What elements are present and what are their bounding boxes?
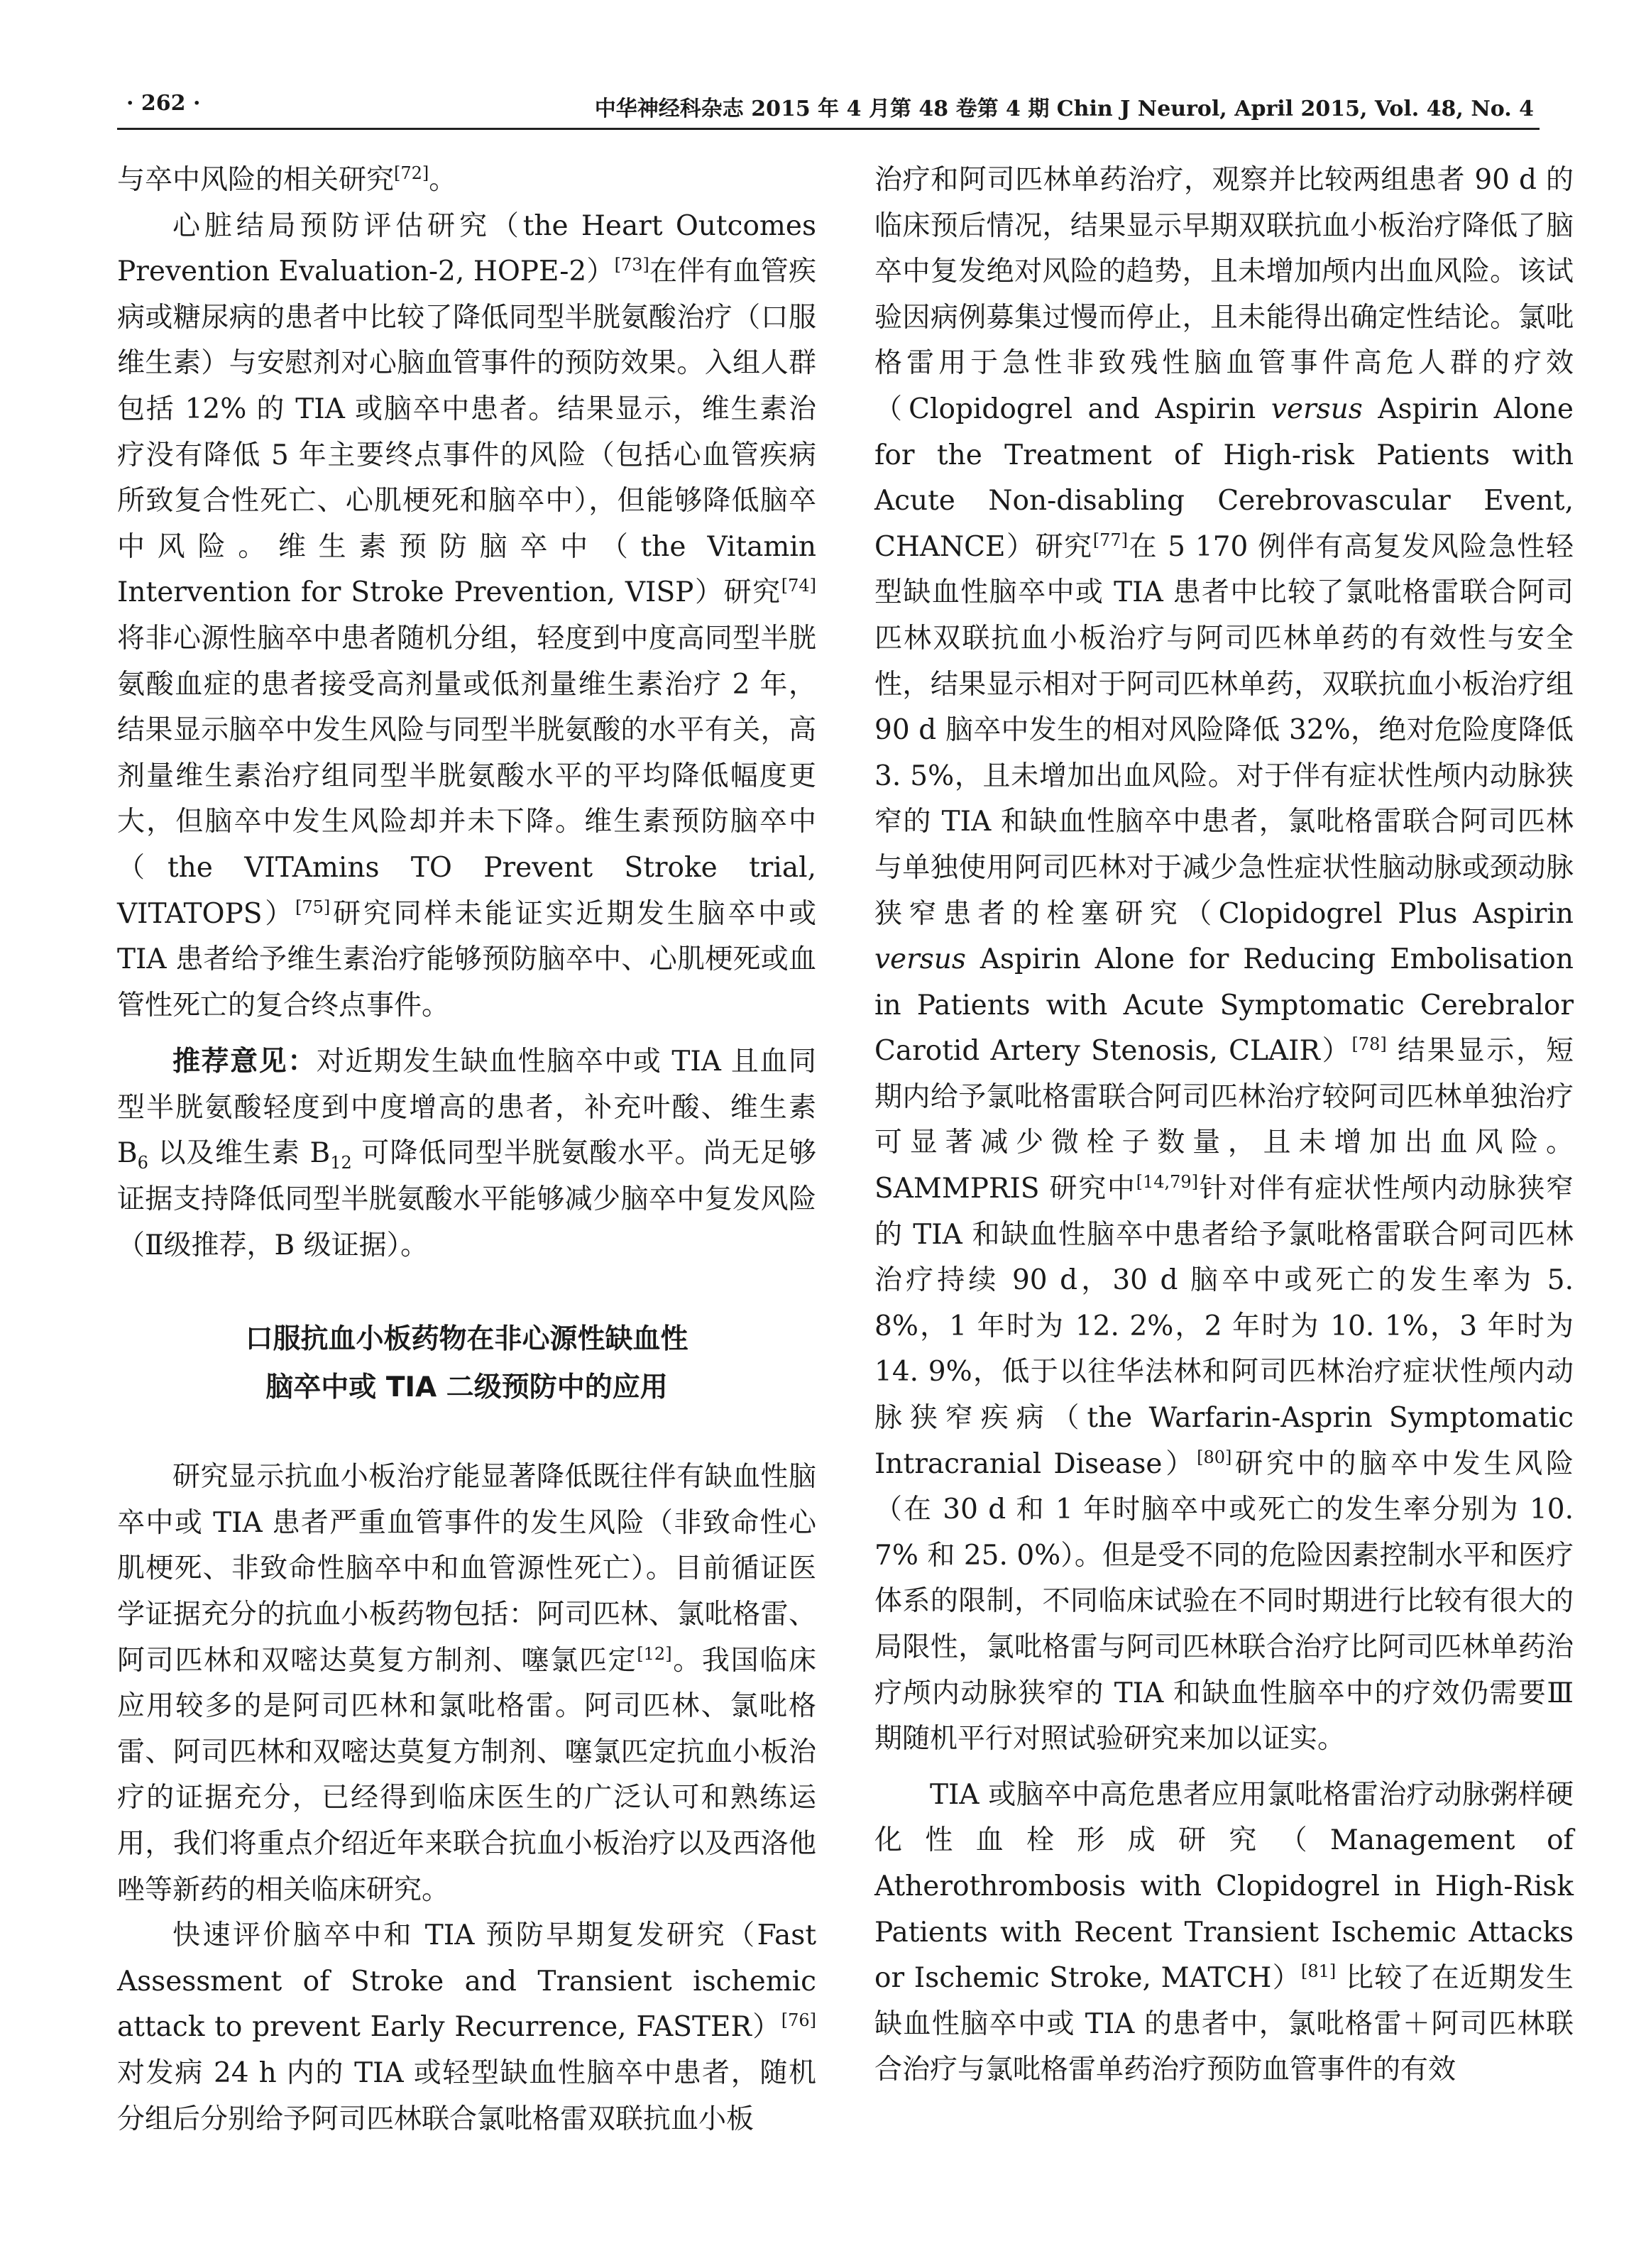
subscript: 6 [137, 1153, 148, 1173]
heading-line-2: 脑卒中或 TIA 二级预防中的应用 [265, 1371, 668, 1404]
paragraph [874, 1773, 1574, 2093]
text-run: 在伴有血管疾病或糖尿病的患者中比较了降低同型半胱氨酸治疗（口服维生素）与安慰剂对心脑血管事件的预防效果。入组人群包括 12% 的 TIA 或脑卒中患者。结果显示，维生素治疗没有降低 5 年主要终点事件的风险（包括心血管疾病所致复合性死亡、心肌梗死和脑卒中），但能够降低脑卒中风险。维生素预防脑卒中（the Vitamin Intervention for Stroke Prevention, VISP）研究 [117, 256, 816, 609]
citation: [78] [1351, 1034, 1387, 1055]
text-run: 可降低同型半胱氨酸水平。尚无足够证据支持降低同型半胱氨酸水平能够减少脑卒中复发风险（Ⅱ级推荐，B 级证据）。 [117, 1137, 816, 1261]
citation: [73] [614, 255, 649, 275]
right-column [874, 158, 1574, 2093]
heading-line-1: 口服抗血小板药物在非心源性缺血性 [245, 1323, 688, 1356]
text-run: TIA 或脑卒中高危患者应用氯吡格雷治疗动脉粥样硬化性血栓形成研究（Management of Atherothrombosis with Clopidogrel in High-Risk Patients with Recent Transient Ischemic Attacks or Ischemic Stroke, MATCH） [874, 1778, 1574, 1995]
text-run: Aspirin Alone for the Treatment of High-risk Patients with Acute Non-disabling Cerebrovascular Event, CHANCE）研究 [874, 393, 1574, 563]
left-column [117, 158, 816, 2142]
citation: [74] [781, 576, 816, 596]
italic-run: versus [874, 943, 966, 976]
running-header: 中华神经科杂志 2015 年 4 月第 48 卷第 4 期 Chin J Neurol, April 2015, Vol. 48, No. 4 [594, 97, 1534, 121]
text-run: 快速评价脑卒中和 TIA 预防早期复发研究（Fast Assessment of Stroke and Transient ischemic attack to prevent Early Recurrence, FASTER） [117, 1919, 816, 2044]
recommendation-label: 推荐意见： [172, 1045, 317, 1078]
text-run: 研究中的脑卒中发生风险（在 30 d 和 1 年时脑卒中或死亡的发生率分别为 10. 7% 和 25. 0%）。但是受不同的危险因素控制水平和医疗体系的限制，不同临床试验在不同时期进行比较有很大的局限性，氯吡格雷与阿司匹林联合治疗比阿司匹林单药治疗颅内动脉狭窄的 TIA 和缺血性脑卒中的疗效仍需要Ⅲ期随机平行对照试验研究来加以证实。 [874, 1447, 1574, 1755]
text-run: 将非心源性脑卒中患者随机分组，轻度到中度高同型半胱氨酸血症的患者接受高剂量或低剂量维生素治疗 2 年，结果显示脑卒中发生风险与同型半胱氨酸的水平有关，高剂量维生素治疗组同型半胱氨酸水平的平均降低幅度更大，但脑卒中发生风险却并未下降。维生素预防脑卒中（the VITAmins TO Prevent Stroke trial, VITATOPS） [117, 622, 816, 930]
text-run: 以及维生素 B [148, 1137, 331, 1170]
citation: [81] [1300, 1961, 1337, 1982]
text-run: 。 [429, 164, 457, 196]
citation: [14,79] [1136, 1172, 1199, 1193]
text-run: 对近期发生缺血性脑卒中或 TIA 且血同型半胱氨酸轻度到中度增高的患者，补充叶酸、维生素 B [117, 1046, 816, 1170]
paragraph [117, 1455, 816, 1913]
text-run: 。我国临床应用较多的是阿司匹林和氯吡格雷。阿司匹林、氯吡格雷、阿司匹林和双嘧达莫复方制剂、噻氯匹定抗血小板治疗的证据充分，已经得到临床医生的广泛认可和熟练运用，我们将重点介绍近年来联合抗血小板治疗以及西洛他唑等新药的相关临床研究。 [117, 1644, 816, 1906]
citation: [80] [1197, 1447, 1232, 1467]
recommendation [117, 1039, 816, 1269]
text-run: 研究同样未能证实近期发生脑卒中或 TIA 患者给予维生素治疗能够预防脑卒中、心肌梗死或血管性死亡的复合终点事件。 [117, 897, 816, 1021]
text-run: 对发病 24 h 内的 TIA 或轻型缺血性脑卒中患者，随机分组后分别给予阿司匹林联合氯吡格雷双联抗血小板 [117, 2056, 816, 2135]
text-run: 研究显示抗血小板治疗能显著降低既往伴有缺血性脑卒中或 TIA 患者严重血管事件的发生风险（非致命性心肌梗死、非致命性脑卒中和血管源性死亡）。目前循证医学证据充分的抗血小板药物包括：阿司匹林、氯吡格雷、阿司匹林和双嘧达莫复方制剂、噻氯匹定 [117, 1461, 816, 1677]
text-run: 心脏结局预防评估研究（the Heart Outcomes Prevention Evaluation-2, HOPE-2） [117, 209, 816, 288]
text-run: 在 5 170 例伴有高复发风险急性轻型缺血性脑卒中或 TIA 患者中比较了氯吡格雷联合阿司匹林双联抗血小板治疗与阿司匹林单药的有效性与安全性，结果显示相对于阿司匹林单药，双联抗血小板治疗组 90 d 脑卒中发生的相对风险降低 32%，绝对危险度降低 3. 5%，且未增加出血风险。对于伴有症状性颅内动脉狭窄的 TIA 和缺血性脑卒中患者，氯吡格雷联合阿司匹林与单独使用阿司匹林对于减少急性症状性脑动脉或颈动脉狭窄患者的栓塞研究（Clopidogrel Plus Aspirin [874, 530, 1574, 930]
citation: [12] [637, 1643, 672, 1664]
text-run: Aspirin Alone for Reducing Embolisation in Patients with Acute Symptomatic Cerebralor Carotid Artery Stenosis, CLAIR） [874, 943, 1574, 1068]
paragraph [117, 204, 816, 1029]
paragraph [117, 158, 816, 204]
subscript: 12 [330, 1153, 352, 1173]
text-run: 比较了在近期发生缺血性脑卒中或 TIA 的患者中，氯吡格雷＋阿司匹林联合治疗与氯吡格雷单药治疗预防血管事件的有效 [874, 1962, 1574, 2086]
text-run: 针对伴有症状性颅内动脉狭窄的 TIA 和缺血性脑卒中患者给予氯吡格雷联合阿司匹林治疗持续 90 d，30 d 脑卒中或死亡的发生率为 5. 8%，1 年时为 12. 2%，2 年时为 10. 1%，3 年时为 14. 9%，低于以往华法林和阿司匹林治疗症状性颅内动脉狭窄疾病（the Warfarin-Asprin Symptomatic Intracranial Disease） [874, 1173, 1574, 1480]
citation: [76] [781, 2010, 816, 2031]
text-run: 与卒中风险的相关研究 [117, 164, 395, 196]
section-heading [117, 1315, 816, 1412]
citation: [75] [295, 897, 331, 917]
citation: [72] [394, 163, 429, 183]
header-rule [117, 128, 1540, 130]
citation: [77] [1092, 530, 1128, 550]
page-number: · 262 · [126, 91, 201, 116]
text-run: 治疗和阿司匹林单药治疗，观察并比较两组患者 90 d 的临床预后情况，结果显示早期双联抗血小板治疗降低了脑卒中复发绝对风险的趋势，且未增加颅内出血风险。该试验因病例募集过慢而停止，且未能得出确定性结论。氯吡格雷用于急性非致残性脑血管事件高危人群的疗效（Clopidogrel and Aspirin [874, 164, 1574, 425]
text-run: 结果显示，短期内给予氯吡格雷联合阿司匹林治疗较阿司匹林单独治疗可显著减少微栓子数量，且未增加出血风险。SAMMPRIS 研究中 [874, 1035, 1574, 1205]
paragraph [117, 1913, 816, 2142]
paragraph [874, 158, 1574, 1763]
italic-run: versus [1271, 393, 1363, 425]
